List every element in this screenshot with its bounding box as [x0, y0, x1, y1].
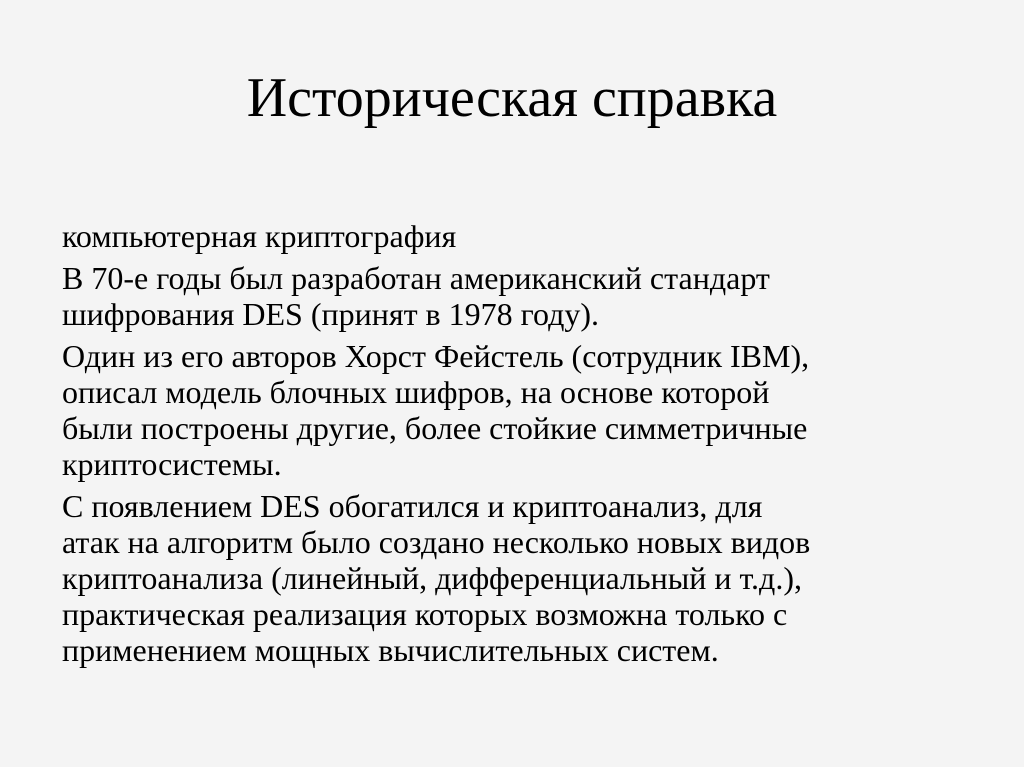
slide-body	[62, 218, 982, 674]
paragraph-cryptanalysis: С появлением DES обогатился и криптоанализ, для атак на алгоритм было создано несколько новых видов криптоанализа (линейный, дифференциальный и т.д.), практическая реализация которых возможна только с применением мощных вычислительных систем.	[62, 488, 811, 668]
paragraph-des-standard: В 70-е годы был разработан американский стандарт шифрования DES (принят в 1978 году).	[62, 260, 770, 332]
slide-title: Историческая справка	[246, 67, 778, 129]
paragraph-computer-cryptography: компьютерная криптография	[62, 218, 457, 254]
paragraph-feistel: Один из его авторов Хорст Фейстель (сотрудник IBM), описал модель блочных шифров, на основе которой были построены другие, более стойкие симметричные криптосистемы.	[62, 338, 810, 482]
